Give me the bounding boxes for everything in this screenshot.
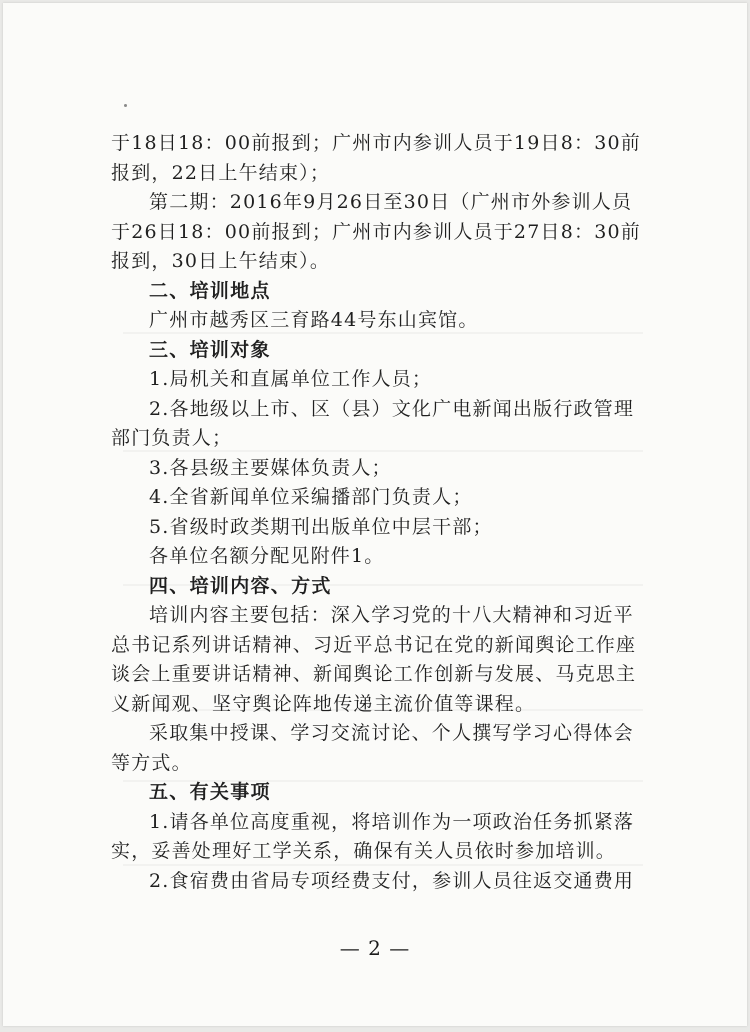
list-item-trainees-2: 2.各地级以上市、区（县）文化广电新闻出版行政管理部门负责人； [111,397,635,449]
paragraph-training-methods: 采取集中授课、学习交流讨论、个人撰写学习心得体会等方式。 [111,722,634,774]
paragraph-continuation: 于18日18：00前报到；广州市内参训人员于19日8：30前报到，22日上午结束）； [111,132,641,184]
list-item-trainees-1: 1.局机关和直属单位工作人员； [149,368,433,390]
list-item-trainees-3: 3.各县级主要媒体负责人； [149,456,392,479]
paragraph-training-location: 广州市越秀区三育路44号东山宾馆。 [149,309,479,331]
section-heading-content-methods: 四、培训内容、方式 [149,574,332,597]
paragraph-training-content: 培训内容主要包括：深入学习党的十八大精神和习近平总书记系列讲话精神、习近平总书记在党的新闻舆论工作座谈会上重要讲话精神、新闻舆论工作创新与发展、马克思主义新闻观、坚守舆论阵地传递主流价值等课程。 [111,604,637,715]
list-item-trainees-5: 5.省级时政类期刊出版单位中层干部； [149,515,493,538]
list-item-matters-1: 1.请各单位高度重视，将培训作为一项政治任务抓紧落实，妥善处理好工学关系，确保有关人员依时参加培训。 [111,810,635,862]
list-item-trainees-4: 4.全省新闻单位采编播部门负责人； [149,486,473,508]
section-heading-trainees: 三、培训对象 [149,338,271,361]
scan-speck [124,104,127,107]
section-heading-related-matters: 五、有关事项 [149,781,271,803]
paragraph-quota-note: 各单位名额分配见附件1。 [149,545,385,567]
document-page [3,3,747,1026]
paragraph-second-session: 第二期：2016年9月26日至30日（广州市外参训人员于26日18：00前报到；广州市内参训人员于27日8：30前报到，30日上午结束）。 [111,191,641,272]
document-body [111,129,643,896]
section-heading-training-location: 二、培训地点 [149,279,271,302]
page-number: — 2 — [339,936,411,960]
list-item-matters-2: 2.食宿费由省局专项经费支付，参训人员往返交通费用 [149,869,635,892]
